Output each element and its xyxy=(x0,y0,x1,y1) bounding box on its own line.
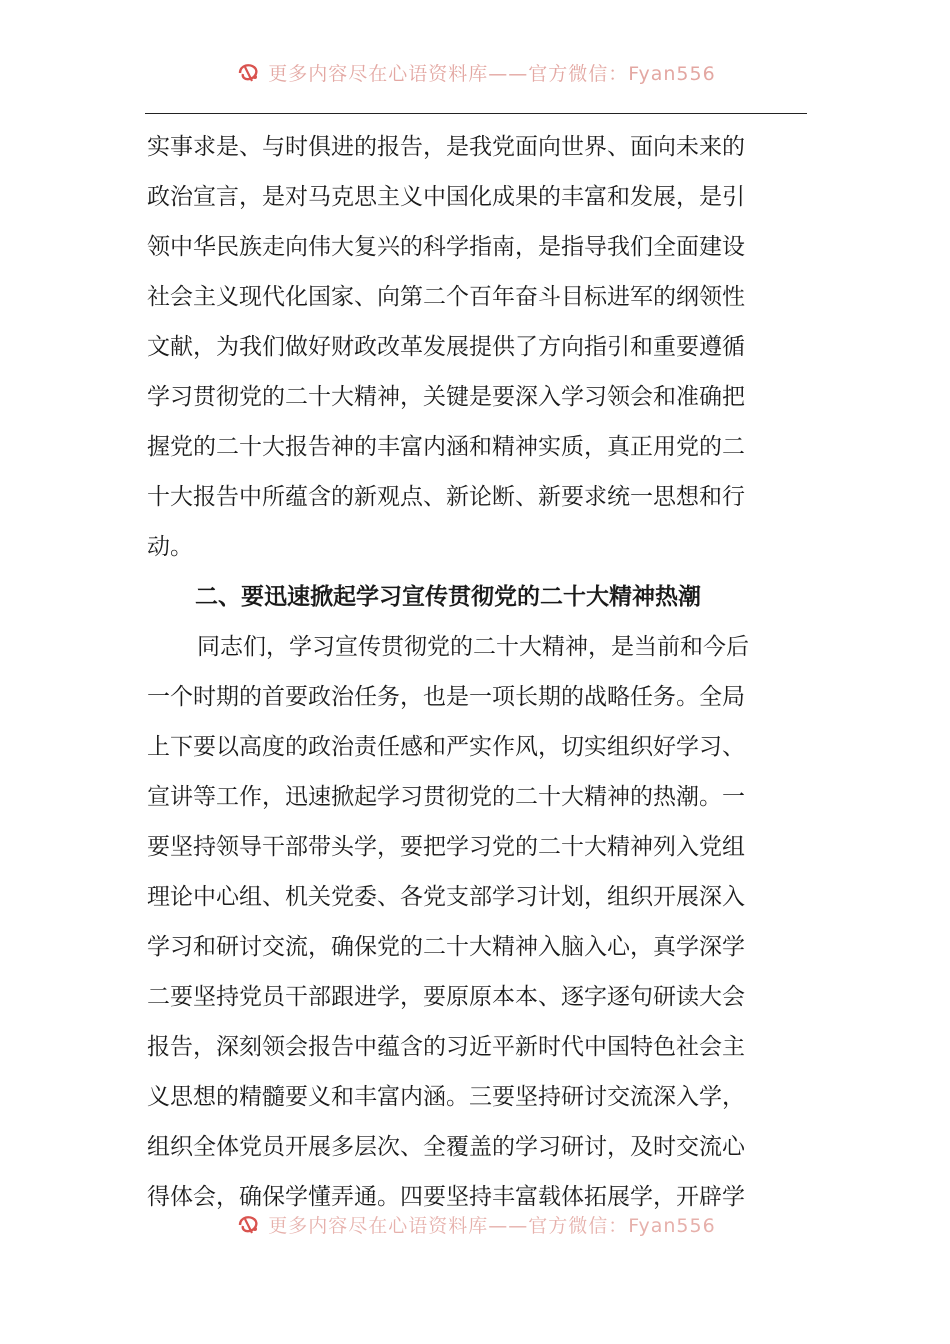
footer-watermark-text: 更多内容尽在心语资料库——官方微信：Fyan556 xyxy=(268,1214,716,1237)
body-line: 二要坚持党员干部跟进学，要原原本本、逐字逐句研读大会 xyxy=(147,984,745,1010)
body-line: 领中华民族走向伟大复兴的科学指南，是指导我们全面建设 xyxy=(147,234,745,260)
header-watermark-text: 更多内容尽在心语资料库——官方微信：Fyan556 xyxy=(268,62,716,85)
body-line: 得体会，确保学懂弄通。四要坚持丰富载体拓展学，开辟学 xyxy=(147,1184,745,1210)
watermark-logo-icon xyxy=(236,1211,262,1237)
body-line: 报告，深刻领会报告中蕴含的习近平新时代中国特色社会主 xyxy=(147,1034,745,1060)
body-line: 学习和研讨交流，确保党的二十大精神入脑入心，真学深学 xyxy=(147,934,745,960)
header-rule xyxy=(145,113,807,114)
header-watermark xyxy=(145,52,807,92)
body-line: 上下要以高度的政治责任感和严实作风，切实组织好学习、 xyxy=(147,734,745,760)
body-line: 理论中心组、机关党委、各党支部学习计划，组织开展深入 xyxy=(147,884,745,910)
document-body xyxy=(147,122,809,1222)
body-line: 十大报告中所蕴含的新观点、新论断、新要求统一思想和行 xyxy=(147,484,745,510)
footer-watermark xyxy=(145,1204,807,1244)
body-line: 组织全体党员开展多层次、全覆盖的学习研讨，及时交流心 xyxy=(147,1134,745,1160)
body-line: 宣讲等工作，迅速掀起学习贯彻党的二十大精神的热潮。一 xyxy=(147,784,745,810)
body-line: 一个时期的首要政治任务，也是一项长期的战略任务。全局 xyxy=(147,684,745,710)
body-line: 握党的二十大报告神的丰富内涵和精神实质，真正用党的二 xyxy=(147,434,745,460)
body-line: 义思想的精髓要义和丰富内涵。三要坚持研讨交流深入学， xyxy=(147,1084,745,1110)
body-line: 政治宣言，是对马克思主义中国化成果的丰富和发展，是引 xyxy=(147,184,745,210)
body-line: 文献，为我们做好财政改革发展提供了方向指引和重要遵循 xyxy=(147,334,745,360)
watermark-logo-icon xyxy=(236,59,262,85)
body-line: 学习贯彻党的二十大精神，关键是要深入学习领会和准确把 xyxy=(147,384,745,410)
body-line: 社会主义现代化国家、向第二个百年奋斗目标进军的纲领性 xyxy=(147,284,745,310)
section-heading: 二、要迅速掀起学习宣传贯彻党的二十大精神热潮 xyxy=(195,584,701,610)
body-line: 同志们，学习宣传贯彻党的二十大精神，是当前和今后 xyxy=(197,634,749,660)
body-line: 要坚持领导干部带头学，要把学习党的二十大精神列入党组 xyxy=(147,834,745,860)
body-line: 实事求是、与时俱进的报告，是我党面向世界、面向未来的 xyxy=(147,134,745,160)
body-line: 动。 xyxy=(147,534,193,560)
